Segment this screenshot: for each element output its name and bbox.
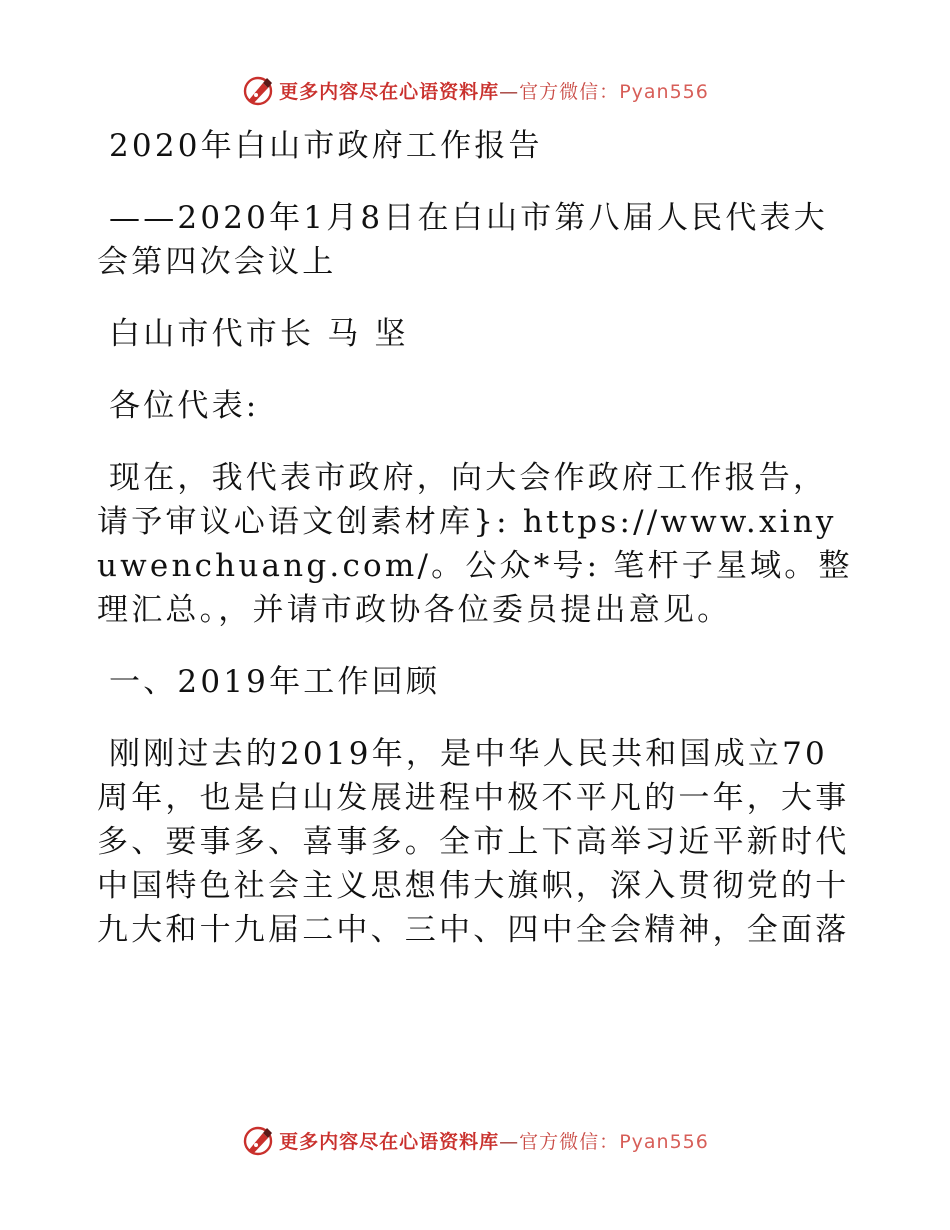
watermark-separator: — [499,80,520,103]
salutation: 各位代表: [109,388,260,424]
document-subtitle: ——2020年1月8日在白山市第八届人民代表大会第四次会议上 [97,200,828,280]
document-body [97,124,857,952]
watermark-main-text: 更多内容尽在心语资料库 [279,1130,500,1153]
watermark-wechat-id: Pyan556 [619,1130,709,1153]
section-heading: 一、2019年工作回顾 [109,664,441,700]
watermark-main-text: 更多内容尽在心语资料库 [279,80,500,103]
intro-paragraph: 现在，我代表市政府，向大会作政府工作报告，请予审议心语文创素材库}: https://www.xinyuwenchuang.com/。公众*号: 笔杆子星域。整理汇总。，并请市政协各位委员提出意见。 [97,460,853,628]
document-title: 2020年白山市政府工作报告 [109,128,543,164]
pen-nib-logo-icon [241,73,275,107]
watermark-separator: — [499,1130,520,1153]
pen-nib-logo-icon [241,1123,275,1157]
footer-watermark [0,1122,950,1158]
watermark-text [279,77,709,104]
review-paragraph: 刚刚过去的2019年，是中华人民共和国成立70周年，也是白山发展进程中极不平凡的一年，大事多、要事多、喜事多。全市上下高举习近平新时代中国特色社会主义思想伟大旗帜，深入贯彻党的十九大和十九届二中、三中、四中全会精神，全面落 [97,736,850,948]
watermark-wechat-label: 官方微信： [519,80,620,103]
watermark-wechat-id: Pyan556 [619,80,709,103]
watermark-text [279,1127,709,1154]
header-watermark [0,72,950,108]
watermark-wechat-label: 官方微信： [519,1130,620,1153]
speaker-line: 白山市代市长 马 坚 [109,316,409,352]
